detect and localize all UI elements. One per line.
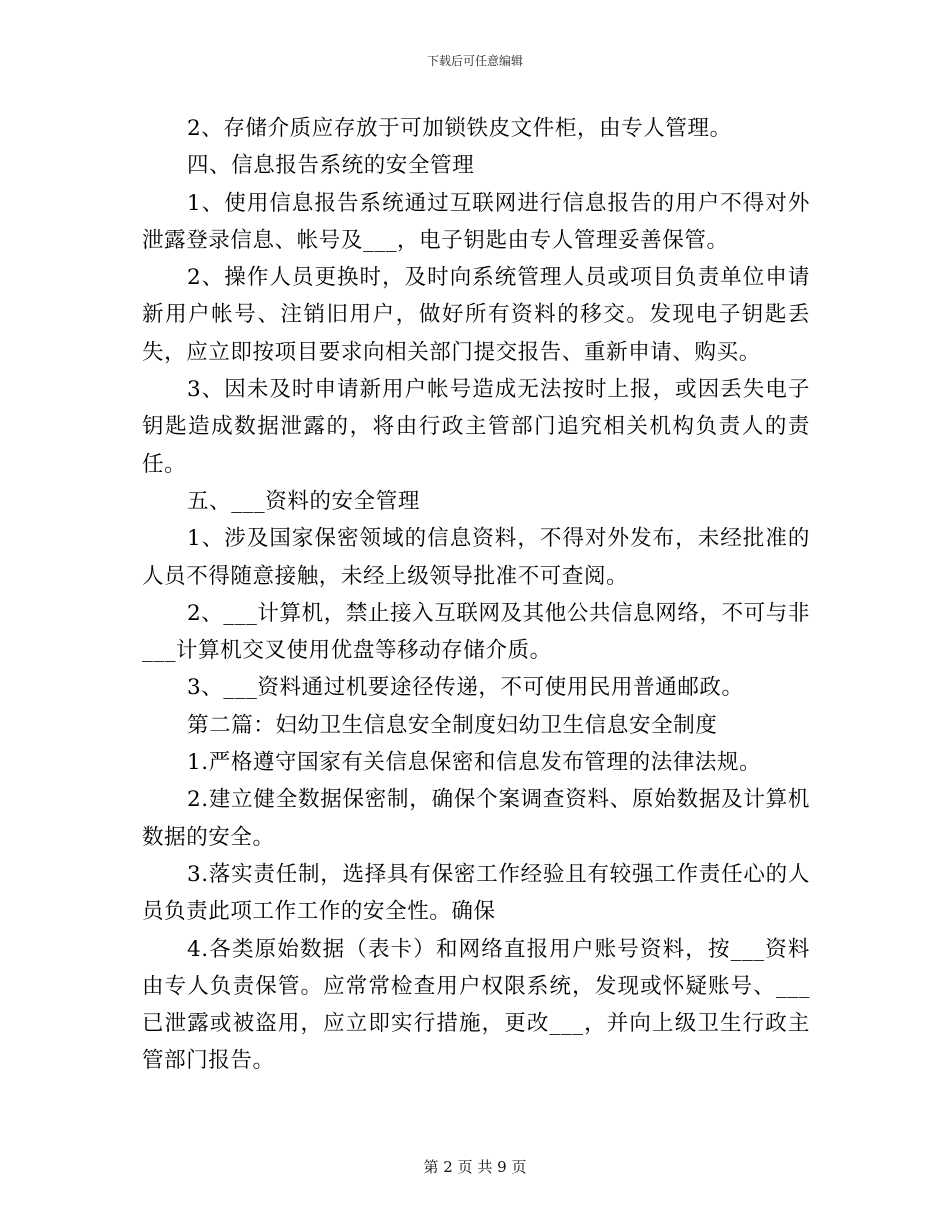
chapter-heading: 第二篇：妇幼卫生信息安全制度妇幼卫生信息安全制度 xyxy=(187,712,718,738)
paragraph: 2、操作人员更换时，及时向系统管理人员或项目负责单位申请新用户帐号、注销旧用户，做好所有资料的移交。发现电子钥匙丢失，应立即按项目要求向相关部门提交报告、重新申请、购买。 xyxy=(142,265,810,365)
section-heading: 五、___资料的安全管理 xyxy=(187,488,420,514)
section-heading: 四、信息报告系统的安全管理 xyxy=(187,153,475,179)
paragraph: 1、使用信息报告系统通过互联网进行信息报告的用户不得对外泄露登录信息、帐号及___，电子钥匙由专人管理妥善保管。 xyxy=(142,190,810,253)
page-number: 第 2 页 共 9 页 xyxy=(423,1158,527,1176)
paragraph: 3.落实责任制，选择具有保密工作经验且有较强工作责任心的人员负责此项工作工作的安全性。确保 xyxy=(142,861,810,925)
document-body xyxy=(142,110,810,1080)
paragraph: 2、___计算机，禁止接入互联网及其他公共信息网络，不可与非___计算机交叉使用优盘等移动存储介质。 xyxy=(142,600,810,664)
paragraph: 3、___资料通过机要途径传递，不可使用民用普通邮政。 xyxy=(187,675,744,701)
paragraph: 4.各类原始数据（表卡）和网络直报用户账号资料，按___资料由专人负责保管。应常常检查用户权限系统，发现或怀疑账号、___已泄露或被盗用，应立即实行措施，更改___，并向上级卫生行政主管部门报告。 xyxy=(142,936,810,1074)
page-header: 下载后可任意编辑 xyxy=(426,54,523,68)
paragraph: 1.严格遵守国家有关信息保密和信息发布管理的法律法规。 xyxy=(187,750,762,776)
paragraph: 2.建立健全数据保密制，确保个案调查资料、原始数据及计算机数据的安全。 xyxy=(142,787,810,850)
paragraph: 1、涉及国家保密领域的信息资料，不得对外发布，未经批准的人员不得随意接触，未经上级领导批准不可查阅。 xyxy=(142,526,810,589)
paragraph: 3、因未及时申请新用户帐号造成无法按时上报，或因丢失电子钥匙造成数据泄露的，将由行政主管部门追究相关机构负责人的责任。 xyxy=(142,377,810,477)
paragraph: 2、存储介质应存放于可加锁铁皮文件柜，由专人管理。 xyxy=(187,116,732,141)
